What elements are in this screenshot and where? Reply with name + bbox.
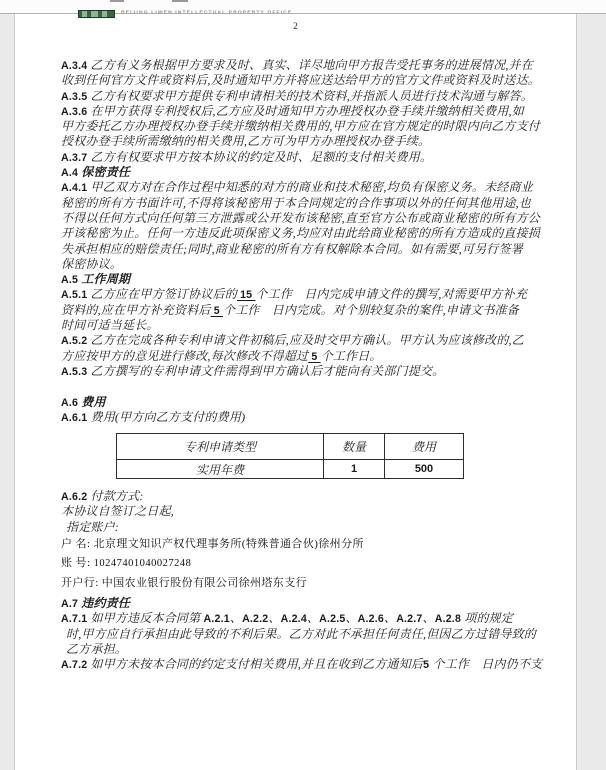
clause-a-4-1-cont: [61, 196, 547, 211]
fee-table-header-row: [117, 434, 464, 460]
clause-a-3-6-cont: [61, 119, 547, 134]
page-content: [61, 58, 547, 672]
clause-a-5-2: [61, 333, 547, 348]
text-segment: A.3.7: [61, 151, 88, 164]
clause-a-4-1: [61, 180, 547, 195]
text-segment: 、: [345, 611, 358, 626]
text-segment: A.6.1: [61, 411, 88, 424]
text-segment: 10247401040027248: [93, 558, 192, 570]
fee-table-header-type: 专利申请类型: [117, 434, 324, 460]
text-segment: 在甲方获得专利授权后,乙方应及时通知甲方办理授权办登手续并缴纳相关费用,如: [87, 103, 524, 118]
text-segment: A.3.4: [61, 60, 88, 72]
text-segment: 违约责任: [78, 595, 131, 610]
text-segment: 费用(甲方向乙方支付的费用): [87, 409, 246, 424]
text-segment: 费用: [78, 394, 106, 409]
text-segment: A.5: [61, 274, 79, 287]
designated-account-label: [61, 520, 547, 535]
clause-a-7-1-cont2: [61, 642, 547, 657]
text-segment: 乙方有义务根据甲方要求及时、真实、详尽地向甲方报告受托事务的进展情况,并在: [87, 58, 533, 72]
text-segment: A.6.2: [61, 491, 88, 504]
text-segment: 15: [236, 289, 256, 302]
text-segment: 、: [383, 611, 397, 626]
text-segment: A.2.5: [319, 613, 346, 626]
text-segment: 如甲方未按本合同的约定支付相关费用,并且在收到乙方通知后: [87, 657, 424, 672]
page-number: 2: [293, 21, 298, 31]
account-number-line: [61, 554, 547, 573]
text-segment: 秘密的所有方书面许可,不得将该秘密用于本合同规定的合作事项以外的任何其他用途,也: [61, 195, 532, 210]
text-segment: A.7.1: [61, 613, 88, 626]
text-segment: 、: [422, 611, 435, 626]
blank-line: [61, 379, 547, 394]
text-segment: A.5.2: [61, 335, 88, 348]
text-segment: 户 名: 北京理文知识产权代理事务所(特殊普通合伙)徐州分所: [61, 538, 364, 551]
text-segment: A.5.1: [61, 289, 88, 302]
text-segment: 工作周期: [78, 272, 131, 287]
clause-a-3-4-cont: [61, 73, 547, 88]
fee-table-row: [117, 460, 464, 479]
clause-a-3-7: [61, 150, 547, 165]
text-segment: 开户行: 中国农业银行股份有限公司徐州塔东支行: [61, 576, 308, 589]
account-name-line: [61, 535, 547, 554]
text-segment: 乙方有权要求甲方按本协议的约定及时、足额的支付相关费用。: [87, 149, 433, 164]
clause-a-4-1-cont5: [61, 257, 547, 272]
text-segment: 甲方委托乙方办理授权办登手续并缴纳相关费用的,甲方应在官方规定的时限内向乙方支付: [61, 119, 541, 134]
liwen-logo: [78, 10, 115, 18]
text-segment: 开该秘密为止。任何一方违反此项保密义务,均应对由此给商业秘密的所有方造成的直接损: [61, 226, 541, 241]
section-heading-a6: [61, 395, 547, 410]
text-segment: 如甲方违反本合同第: [87, 611, 204, 626]
text-segment: 乙方在完成各种专利申请文件初稿后,应及时交甲方确认。甲方认为应该修改的,乙: [87, 333, 524, 348]
text-segment: 保密责任: [78, 165, 131, 180]
fee-table: [116, 433, 464, 479]
clause-a-4-1-cont3: [61, 226, 547, 241]
text-segment: 授权办登手续所需缴纳的相关费用,乙方可为甲方办理授权办登手续。: [61, 134, 431, 149]
text-segment: 、: [229, 611, 243, 626]
clause-a-6-2: [61, 489, 547, 504]
text-segment: 收到任何官方文件或资料后,及时通知甲方并将应送达给甲方的官方文件或资料及时送达。: [61, 73, 541, 88]
clause-a-7-1-cont: [61, 627, 547, 642]
text-segment: 个工作 日内仍不支: [429, 657, 543, 672]
text-segment: 个工作 日内完成申请文件的撰写,对需要甲方补充: [255, 287, 528, 302]
clause-a-7-1: [61, 611, 547, 626]
fee-table-header-fee: 费用: [385, 434, 464, 460]
text-segment: A.4.1: [61, 182, 88, 195]
payment-term-line: [61, 504, 547, 519]
clause-a-4-1-cont2: [61, 211, 547, 226]
section-heading-a5: [61, 272, 547, 287]
text-segment: 项的规定: [461, 611, 514, 626]
text-segment: 5: [308, 350, 321, 363]
clause-a-5-2-cont: [61, 349, 547, 364]
text-segment: 指定账户:: [66, 519, 119, 534]
document-page: [14, 14, 577, 770]
text-segment: 失承担相应的赔偿责任;同时,商业秘密的所有方有权解除本合同。如有需要,可另行签署: [61, 241, 523, 256]
clause-a-3-4: [61, 58, 547, 73]
text-segment: 乙方有权要求甲方提供专利申请相关的技术资料,并指派人员进行技术沟通与解答。: [87, 88, 533, 103]
text-segment: A.2.7: [396, 613, 423, 626]
text-segment: A.2.8: [434, 613, 462, 626]
contract-clauses-bottom: [61, 489, 547, 672]
text-segment: 乙方应在甲方签订协议后的: [87, 287, 237, 302]
text-segment: 时间可适当延长。: [61, 318, 159, 333]
page-edge-mark: [110, 0, 124, 2]
text-segment: 账 号:: [61, 557, 94, 570]
page-edge-mark: [172, 0, 188, 2]
text-segment: 方应按甲方的意见进行修改,每次修改不得超过: [61, 348, 309, 363]
text-segment: 保密协议。: [61, 256, 123, 271]
clause-a-5-1: [61, 287, 547, 302]
text-segment: 、: [306, 611, 320, 626]
text-segment: 5: [210, 304, 223, 317]
text-segment: 时,甲方应自行承担由此导致的不利后果。乙方对此不承担任何责任,但因乙方过错导致的: [66, 626, 537, 641]
clause-a-3-6: [61, 104, 547, 119]
fee-table-header-quantity: 数量: [324, 434, 385, 460]
text-segment: A.2.6: [357, 613, 384, 626]
text-segment: 乙方承担。: [66, 641, 128, 656]
text-segment: 不得以任何方式向任何第三方泄露或公开发布该秘密,直至官方公布或商业秘密的所有方公: [61, 210, 541, 225]
text-segment: A.2.1: [203, 613, 230, 626]
text-segment: A.7.2: [61, 659, 88, 672]
text-segment: 、: [268, 611, 281, 626]
clause-a-5-1-cont2: [61, 318, 547, 333]
text-segment: 甲乙双方对在合作过程中知悉的对方的商业和技术秘密,均负有保密义务。未经商业: [87, 180, 533, 195]
clause-a-4-1-cont4: [61, 242, 547, 257]
bank-branch-line: [61, 574, 547, 593]
text-segment: A.6: [61, 396, 79, 409]
contract-clauses-top: [61, 58, 547, 425]
text-segment: 个工作 日内完成。对个别较复杂的案件,申请文书准备: [223, 302, 520, 317]
fee-table-cell-quantity: 1: [324, 460, 385, 479]
section-heading-a4: [61, 165, 547, 180]
fee-table-cell-fee: 500: [385, 460, 464, 479]
clause-a-7-2: [61, 657, 547, 672]
clause-a-6-1: [61, 410, 547, 425]
text-segment: A.7: [61, 597, 79, 610]
section-heading-a7: [61, 596, 547, 611]
text-segment: A.2.4: [280, 613, 307, 626]
text-segment: A.5.3: [61, 365, 88, 378]
text-segment: A.3.5: [61, 90, 88, 103]
text-segment: 乙方撰写的专利申请文件需得到甲方确认后才能向有关部门提交。: [87, 363, 445, 378]
text-segment: 本协议自签订之日起,: [61, 504, 175, 519]
text-segment: A.4: [61, 167, 79, 180]
text-segment: 个工作日。: [320, 348, 382, 363]
clause-a-5-3: [61, 364, 547, 379]
clause-a-3-5: [61, 89, 547, 104]
text-segment: 5: [423, 659, 430, 672]
clause-a-5-1-cont: [61, 303, 547, 318]
text-segment: A.3.6: [61, 105, 88, 118]
text-segment: A.2.2: [242, 613, 269, 626]
clause-a-3-6-cont2: [61, 134, 547, 149]
header-office-name: BEIJING LIWEN INTELLECTUAL PROPERTY OFFICE: [121, 10, 293, 16]
text-segment: 付款方式:: [87, 489, 144, 504]
text-segment: 资料的,应在甲方补充资料后: [61, 302, 211, 317]
fee-table-cell-type: 实用年费: [117, 460, 324, 479]
